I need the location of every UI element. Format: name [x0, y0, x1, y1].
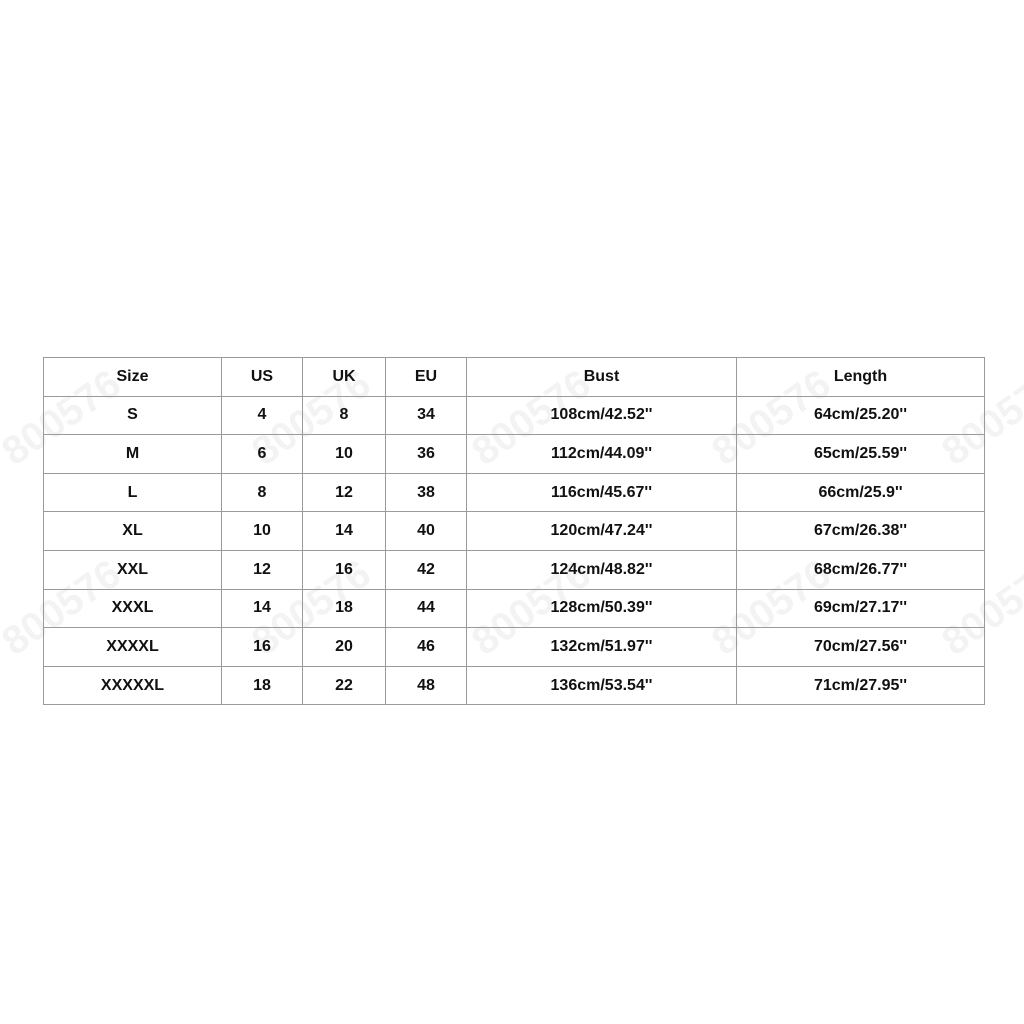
table-row: [44, 473, 985, 512]
cell-size: M: [44, 435, 222, 474]
cell-bust: 132cm/51.97'': [467, 628, 737, 667]
cell-eu: 36: [386, 435, 467, 474]
header-us: US: [222, 358, 303, 397]
cell-uk: 18: [303, 589, 386, 628]
cell-size: XXL: [44, 550, 222, 589]
cell-bust: 112cm/44.09'': [467, 435, 737, 474]
size-chart-table: [43, 357, 985, 705]
cell-uk: 8: [303, 396, 386, 435]
cell-length: 71cm/27.95'': [737, 666, 985, 705]
cell-uk: 22: [303, 666, 386, 705]
cell-us: 4: [222, 396, 303, 435]
cell-bust: 124cm/48.82'': [467, 550, 737, 589]
table-row: [44, 435, 985, 474]
table-header-row: [44, 358, 985, 397]
cell-size: XL: [44, 512, 222, 551]
table-row: [44, 512, 985, 551]
cell-eu: 34: [386, 396, 467, 435]
cell-bust: 116cm/45.67'': [467, 473, 737, 512]
cell-size: XXXXXL: [44, 666, 222, 705]
cell-length: 66cm/25.9'': [737, 473, 985, 512]
cell-eu: 48: [386, 666, 467, 705]
cell-us: 6: [222, 435, 303, 474]
cell-uk: 12: [303, 473, 386, 512]
header-size: Size: [44, 358, 222, 397]
cell-uk: 10: [303, 435, 386, 474]
cell-size: S: [44, 396, 222, 435]
cell-size: L: [44, 473, 222, 512]
cell-uk: 14: [303, 512, 386, 551]
cell-us: 16: [222, 628, 303, 667]
cell-bust: 120cm/47.24'': [467, 512, 737, 551]
cell-length: 70cm/27.56'': [737, 628, 985, 667]
cell-eu: 40: [386, 512, 467, 551]
header-bust: Bust: [467, 358, 737, 397]
header-uk: UK: [303, 358, 386, 397]
table-row: [44, 628, 985, 667]
cell-length: 69cm/27.17'': [737, 589, 985, 628]
cell-bust: 128cm/50.39'': [467, 589, 737, 628]
cell-uk: 20: [303, 628, 386, 667]
cell-us: 10: [222, 512, 303, 551]
cell-bust: 108cm/42.52'': [467, 396, 737, 435]
cell-us: 18: [222, 666, 303, 705]
cell-bust: 136cm/53.54'': [467, 666, 737, 705]
table-row: [44, 589, 985, 628]
cell-size: XXXXL: [44, 628, 222, 667]
table-row: [44, 550, 985, 589]
cell-us: 14: [222, 589, 303, 628]
cell-us: 12: [222, 550, 303, 589]
cell-uk: 16: [303, 550, 386, 589]
cell-length: 65cm/25.59'': [737, 435, 985, 474]
cell-eu: 42: [386, 550, 467, 589]
table-row: [44, 396, 985, 435]
cell-eu: 44: [386, 589, 467, 628]
cell-length: 67cm/26.38'': [737, 512, 985, 551]
header-eu: EU: [386, 358, 467, 397]
cell-eu: 46: [386, 628, 467, 667]
cell-us: 8: [222, 473, 303, 512]
header-length: Length: [737, 358, 985, 397]
cell-length: 68cm/26.77'': [737, 550, 985, 589]
cell-length: 64cm/25.20'': [737, 396, 985, 435]
table-row: [44, 666, 985, 705]
cell-size: XXXL: [44, 589, 222, 628]
cell-eu: 38: [386, 473, 467, 512]
